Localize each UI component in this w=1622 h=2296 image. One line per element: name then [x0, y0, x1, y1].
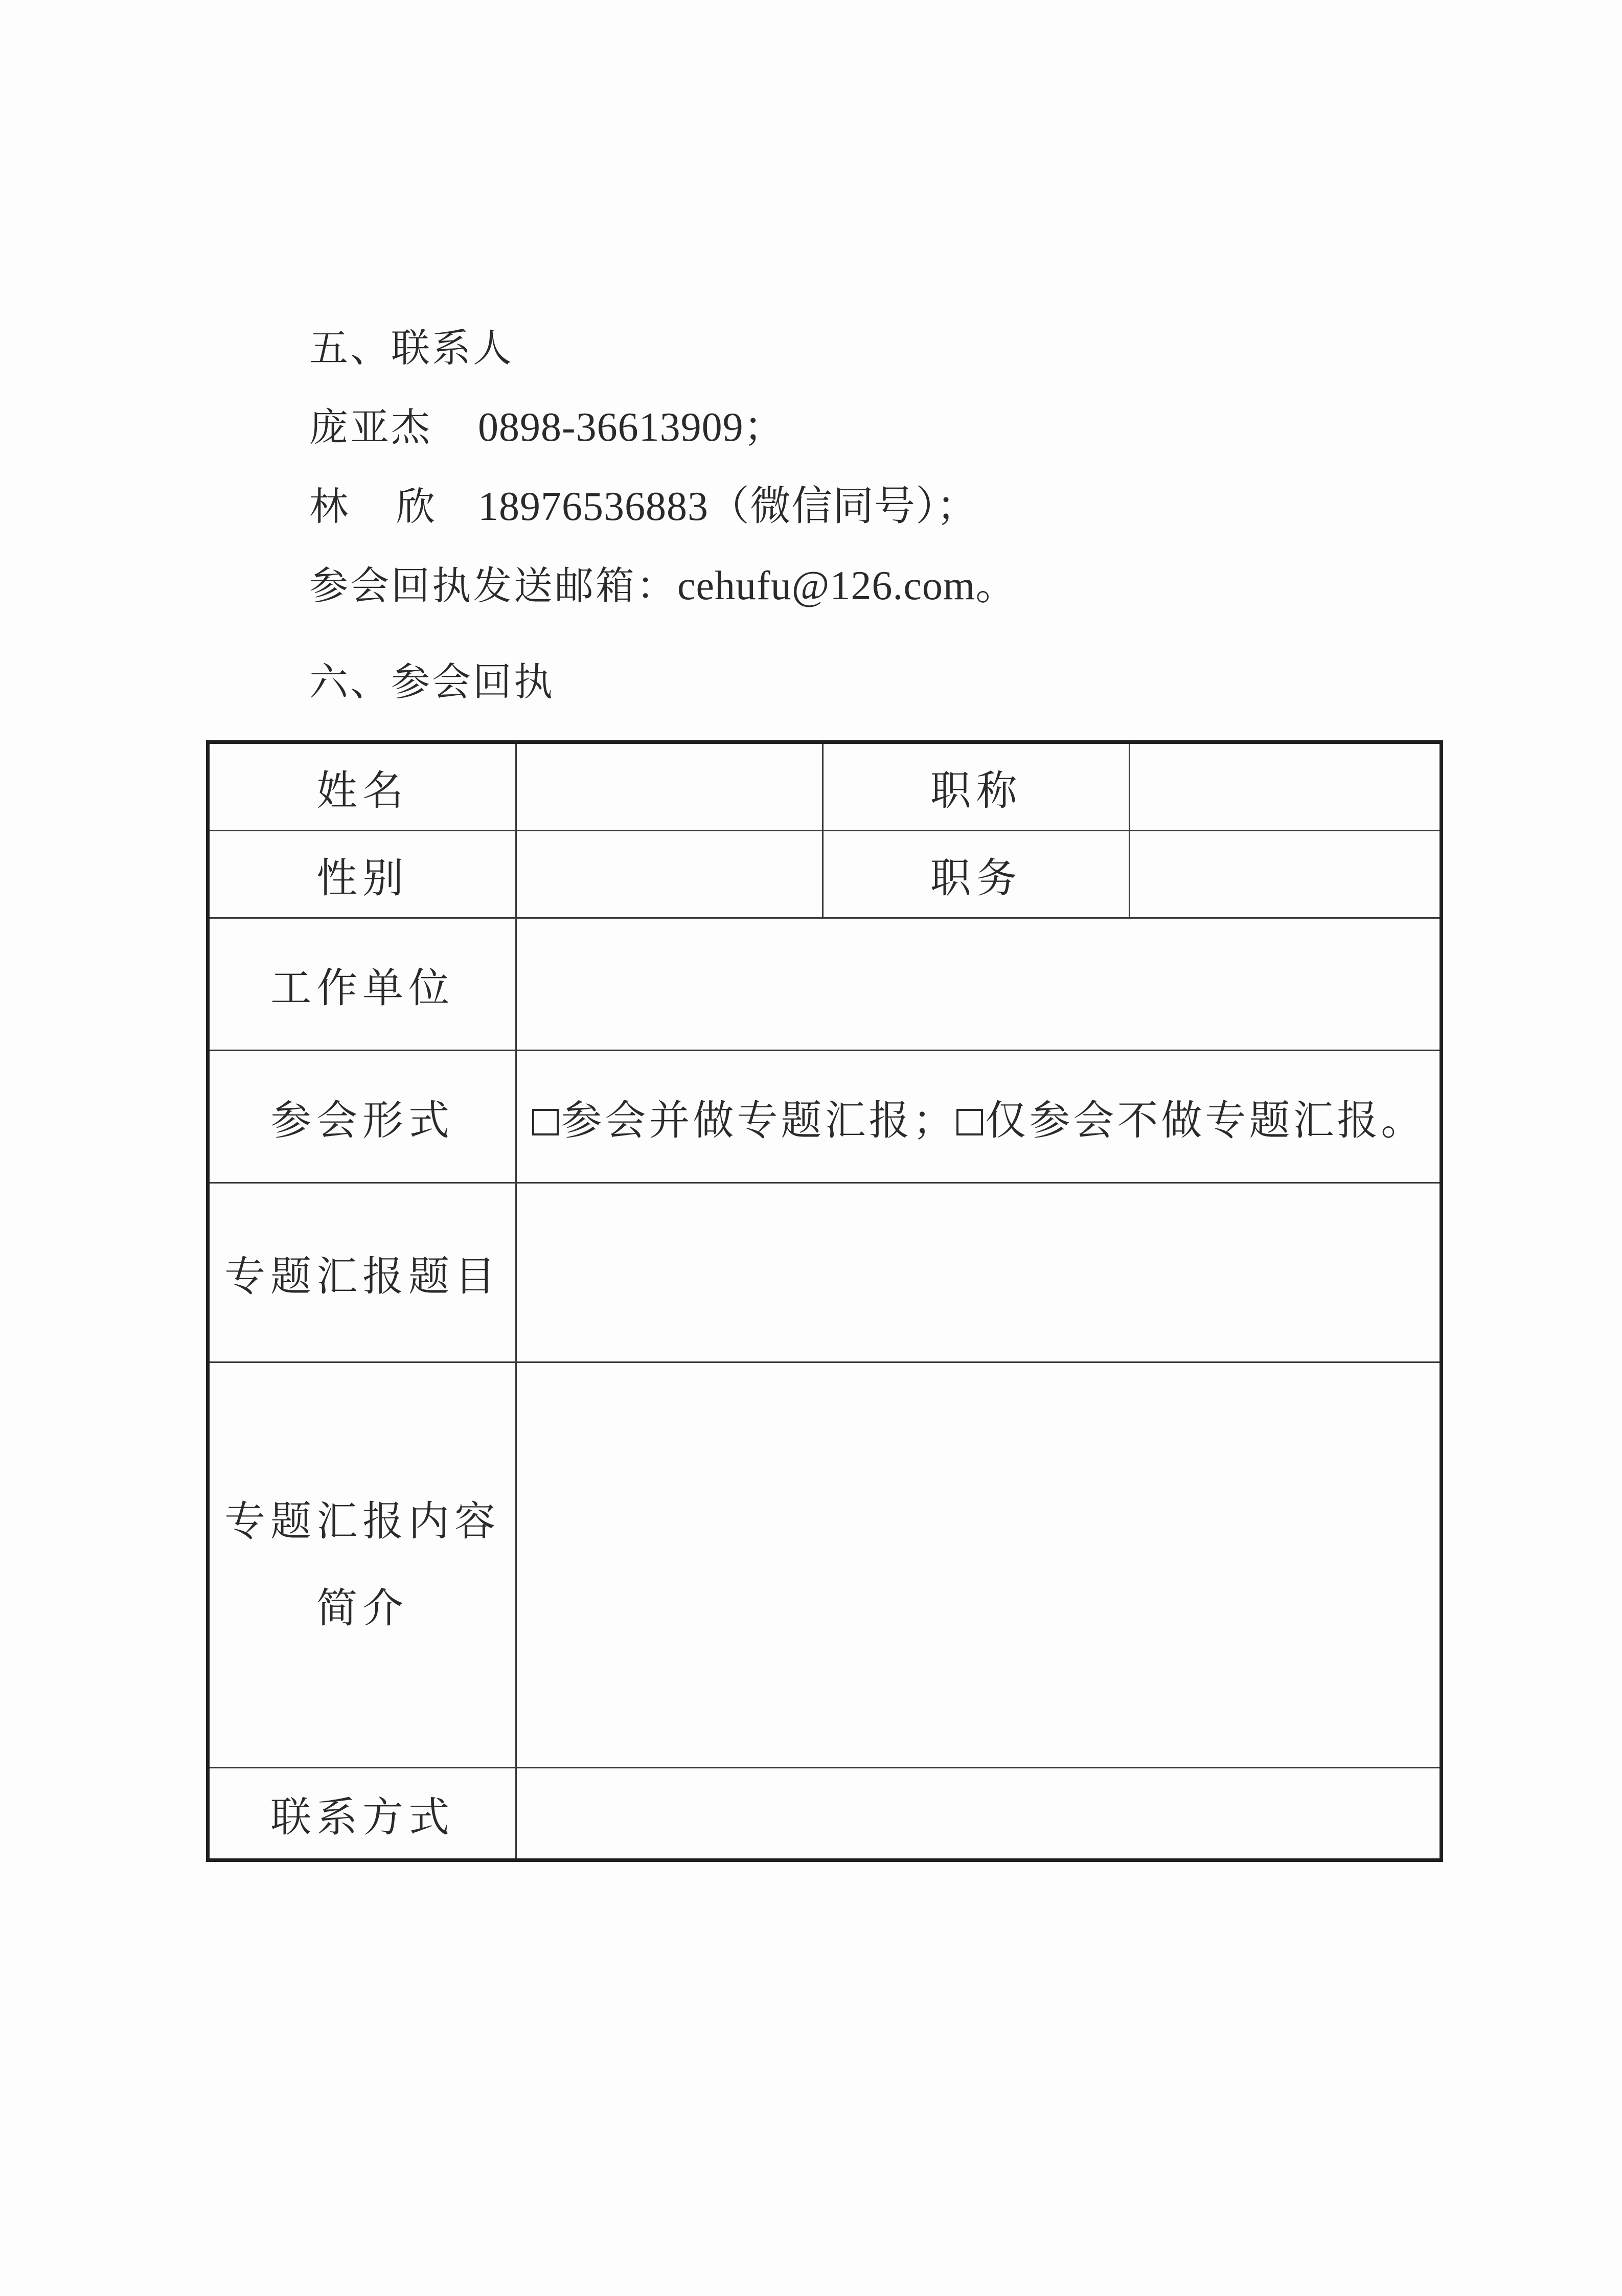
contact-person-2-name-last: 欣: [396, 484, 435, 529]
name-label: 姓名: [208, 742, 516, 831]
position-label: 职务: [823, 831, 1130, 918]
email-line: [309, 562, 1017, 609]
table-row: [208, 1768, 1442, 1860]
report-title-label: 专题汇报题目: [208, 1183, 516, 1362]
table-row: [208, 1362, 1442, 1768]
email-address: cehufu@126.com。: [677, 563, 1017, 608]
title-label: 职称: [823, 742, 1130, 831]
attendance-format-field: [516, 1051, 1442, 1183]
contact-person-2: [309, 483, 978, 530]
contact-person-1-phone: 0898-36613909；: [478, 405, 785, 450]
contacts-heading: 五、联系人: [309, 325, 514, 371]
contact-person-1: [309, 404, 785, 451]
contact-person-2-name: [309, 483, 478, 530]
contact-info-label: 联系方式: [208, 1768, 516, 1860]
contact-person-1-name: 庞亚杰: [309, 404, 432, 450]
contact-person-2-phone: 18976536883（微信同号）；: [478, 484, 978, 529]
report-intro-field[interactable]: [516, 1362, 1442, 1768]
checkbox-attend-only[interactable]: [956, 1109, 983, 1135]
email-label: 参会回执发送邮箱：: [309, 563, 677, 608]
report-intro-label: [208, 1362, 516, 1768]
attendance-options: [517, 1097, 1425, 1144]
form-heading: 六、参会回执: [309, 659, 555, 704]
table-row: [208, 831, 1442, 918]
report-intro-label-line2: 简介: [316, 1584, 409, 1632]
name-field[interactable]: [516, 742, 823, 831]
employer-label: 工作单位: [208, 918, 516, 1051]
table-row: [208, 1051, 1442, 1183]
position-field[interactable]: [1130, 831, 1442, 918]
attendance-format-label: 参会形式: [208, 1051, 516, 1183]
gender-label: 性别: [208, 831, 516, 918]
option-attend-only: 仅参会不做专题汇报。: [985, 1096, 1425, 1144]
option-attend-and-report: 参会并做专题汇报；: [561, 1096, 957, 1144]
registration-form-table: [206, 740, 1443, 1862]
table-row: [208, 742, 1442, 831]
table-row: [208, 1183, 1442, 1362]
contact-info-field[interactable]: [516, 1768, 1442, 1860]
employer-field[interactable]: [516, 918, 1442, 1051]
gender-field[interactable]: [516, 831, 823, 918]
report-title-field[interactable]: [516, 1183, 1442, 1362]
table-row: [208, 918, 1442, 1051]
checkbox-report[interactable]: [532, 1109, 559, 1135]
report-intro-label-line1: 专题汇报内容: [224, 1497, 501, 1545]
contact-person-2-name-first: 林: [309, 484, 348, 529]
title-field[interactable]: [1130, 742, 1442, 831]
